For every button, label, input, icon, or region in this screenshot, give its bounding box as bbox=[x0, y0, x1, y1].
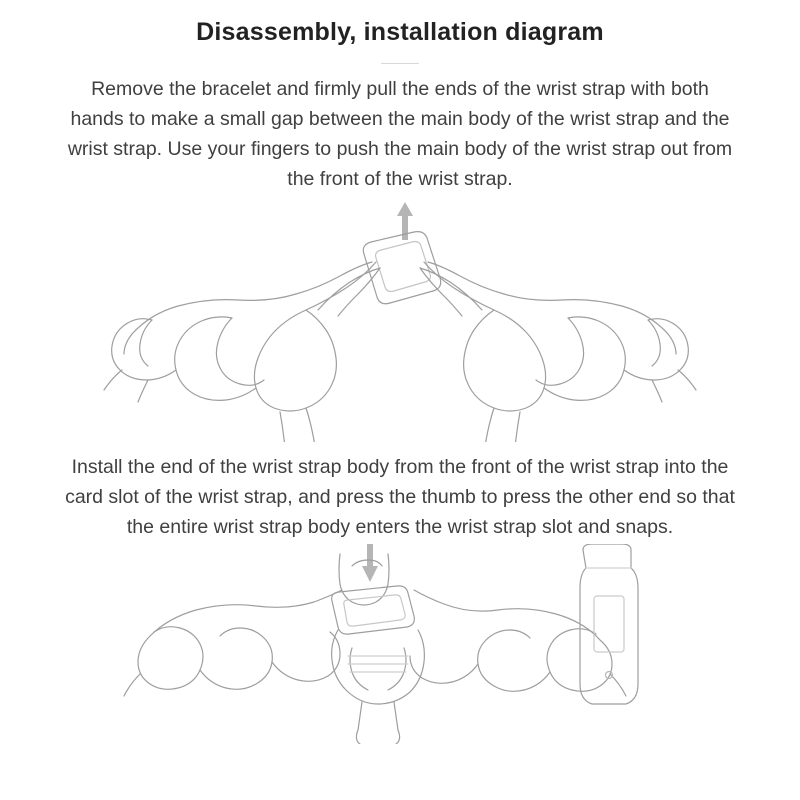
installation-illustration bbox=[0, 544, 800, 734]
tracker-body-outline-2 bbox=[332, 586, 415, 634]
title-divider bbox=[381, 63, 419, 64]
down-arrow-icon bbox=[362, 544, 378, 582]
left-hand-outline bbox=[104, 262, 380, 442]
hands-holding-strap-outline bbox=[124, 590, 626, 744]
section-spacer bbox=[0, 442, 800, 452]
page-title: Disassembly, installation diagram bbox=[196, 18, 604, 46]
right-hand-outline bbox=[420, 262, 696, 442]
assembled-tracker-inset bbox=[580, 544, 638, 704]
removal-instruction-text: Remove the bracelet and firmly pull the ends of the wrist strap with both hands to make a small gap between the main body of the wrist strap and the wrist strap. Use your fingers to push the main body of the wrist strap out from the front of the wrist strap. bbox=[67, 78, 733, 190]
removal-illustration bbox=[0, 202, 800, 442]
installation-instruction-text: Install the end of the wrist strap body from the front of the wrist strap into the card slot of the wrist strap, and press the thumb to press the other end so that the entire wrist strap body enters the wrist strap slot and snaps. bbox=[65, 456, 735, 538]
thumb-outline bbox=[339, 554, 389, 605]
